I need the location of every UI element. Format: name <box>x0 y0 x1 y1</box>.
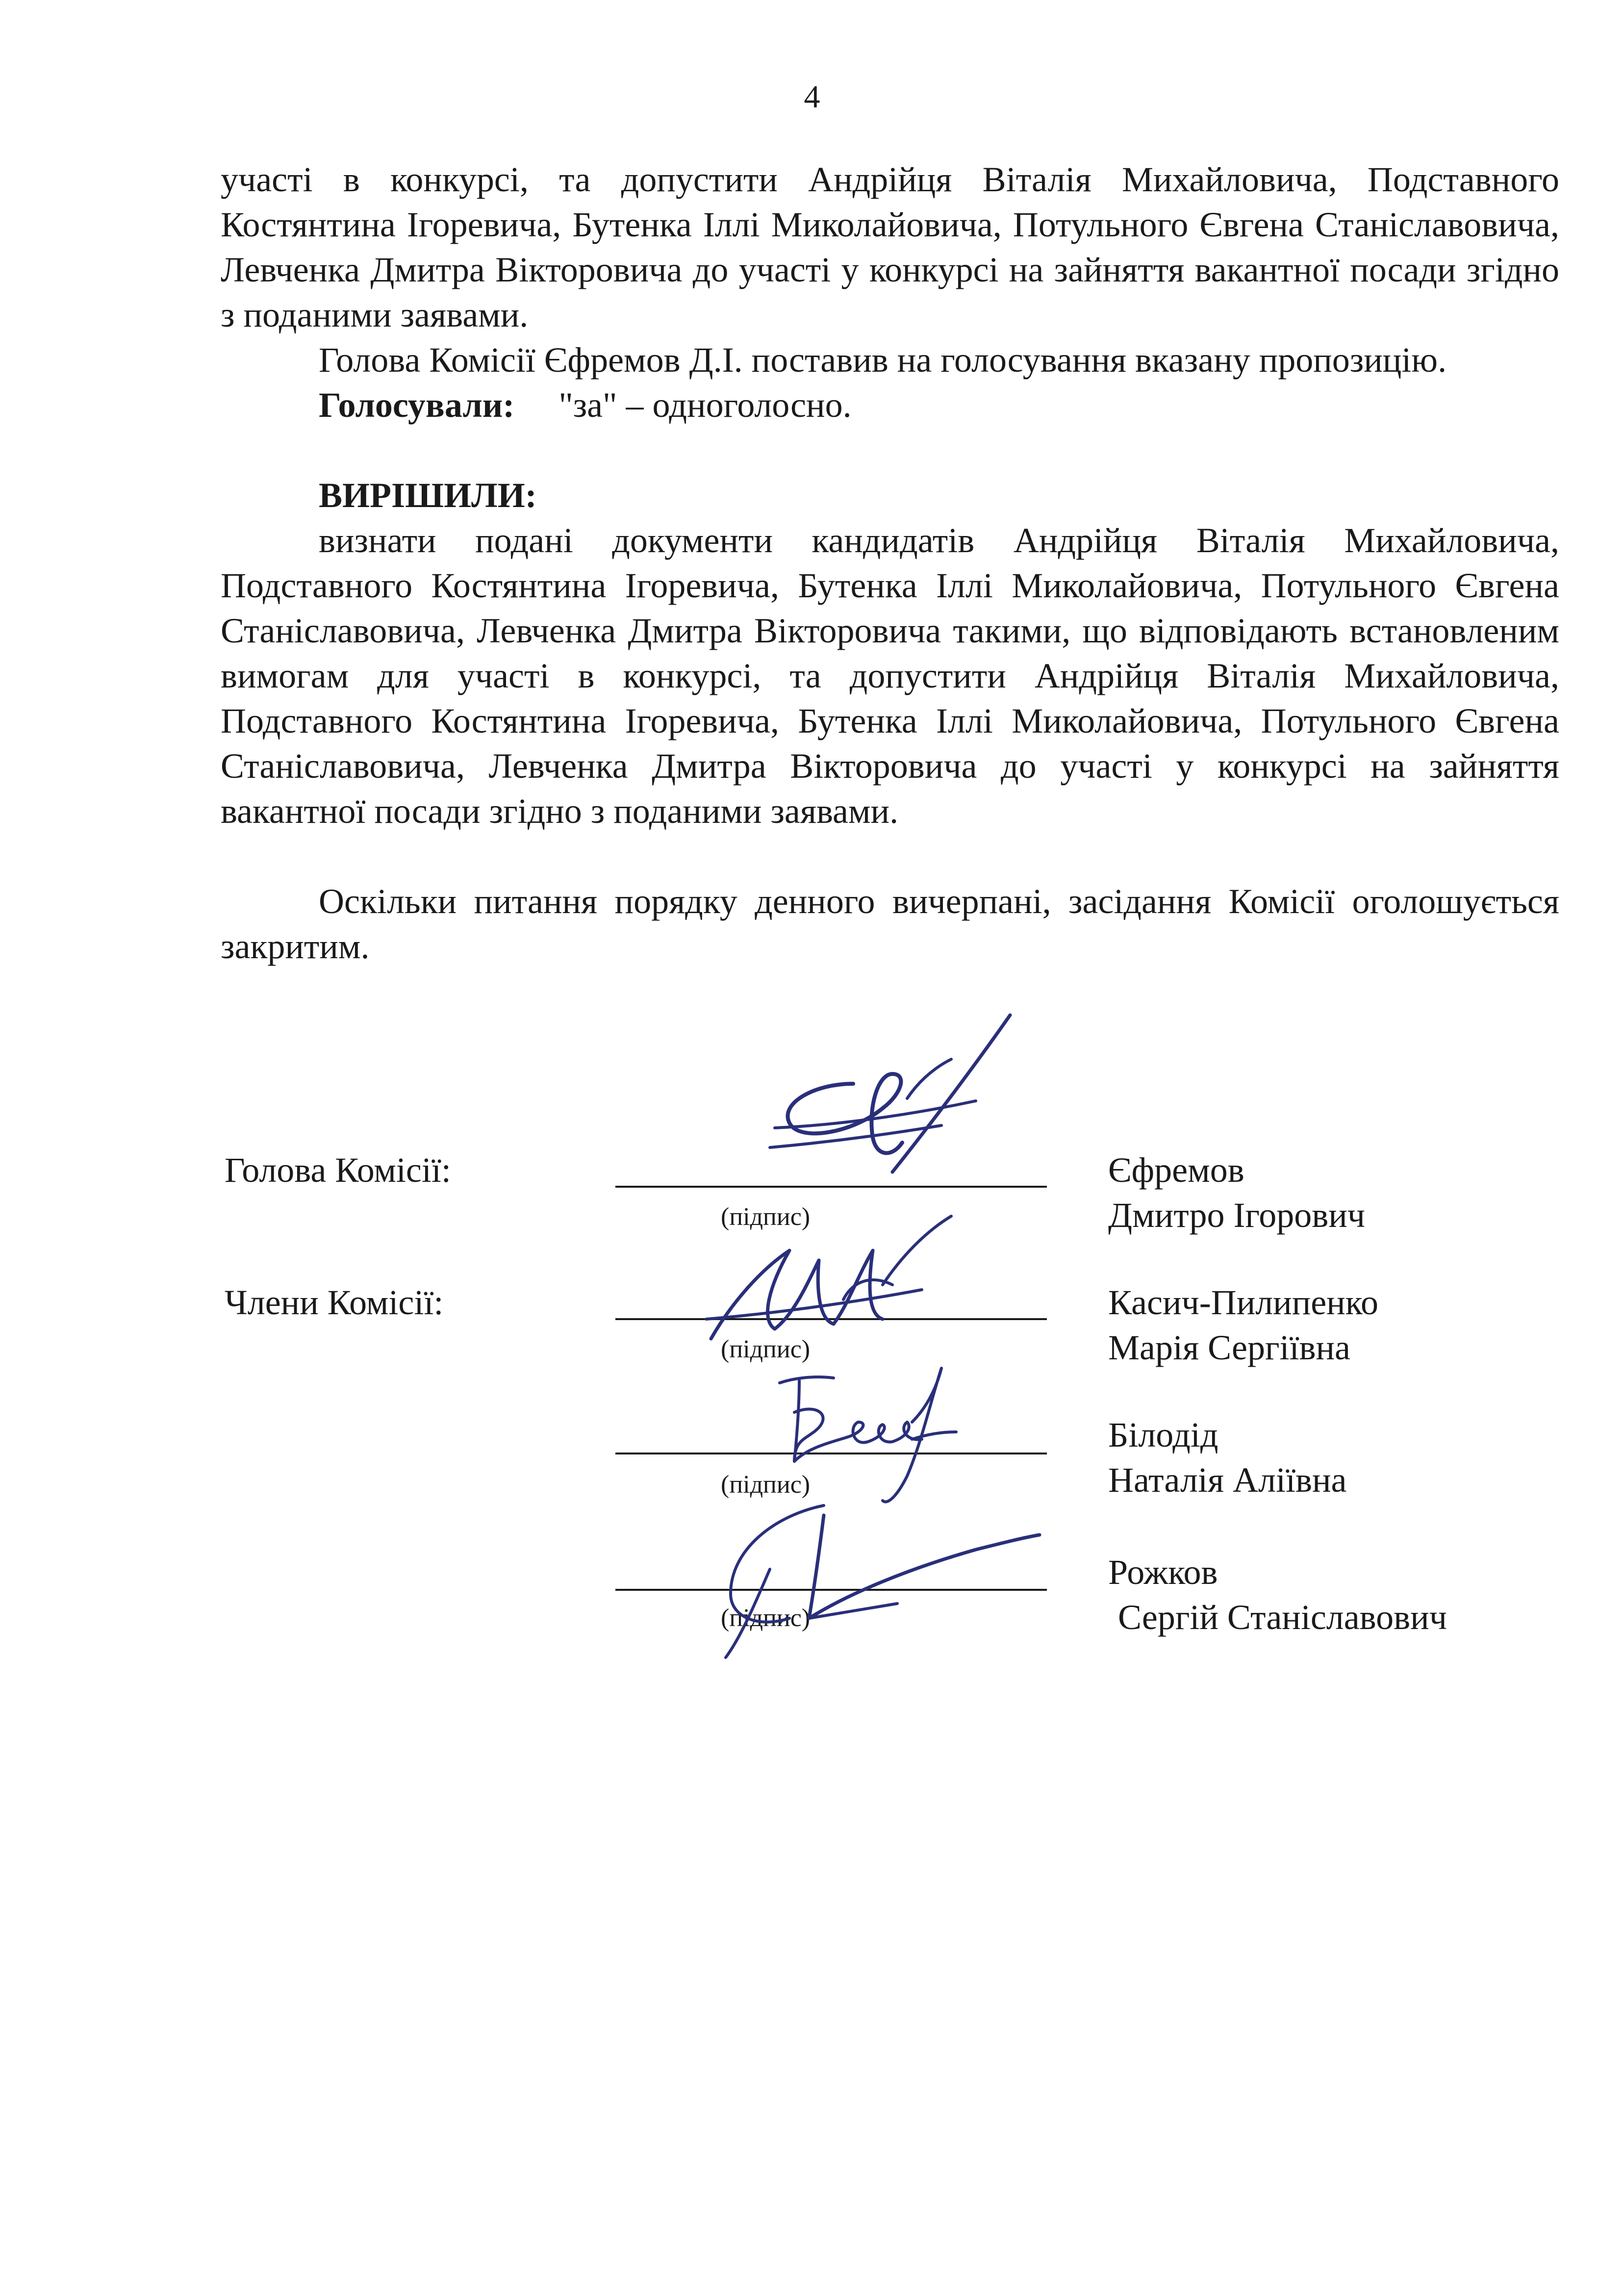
signer-surname: Рожков <box>1108 1553 1218 1592</box>
signer-surname: Білодід <box>1108 1415 1218 1454</box>
handwritten-signature-member-2 <box>765 1353 961 1515</box>
signer-given-names: Сергій Станіславович <box>1118 1598 1447 1637</box>
handwritten-signature-member-3 <box>701 1496 1044 1662</box>
handwritten-signature-chair <box>745 1010 1020 1187</box>
closing-statement: Оскільки питання порядку денного вичерпані, засідання Комісії оголошується закритим. <box>221 882 1559 966</box>
signer-name <box>1108 1550 1447 1640</box>
signature-caption: (підпис) <box>721 1604 811 1632</box>
body-text <box>221 157 1559 969</box>
signer-name <box>1108 1280 1378 1370</box>
signer-surname: Єфремов <box>1108 1150 1244 1190</box>
signature-caption: (підпис) <box>721 1203 811 1231</box>
signer-given-names: Марія Сергіївна <box>1108 1328 1350 1367</box>
paragraph-vote-proposal: Голова Комісії Єфремов Д.І. поставив на голосування вказану пропозицію. <box>319 340 1447 380</box>
signer-name <box>1108 1412 1347 1503</box>
signature-caption: (підпис) <box>721 1335 811 1363</box>
signer-given-names: Дмитро Ігорович <box>1108 1196 1366 1235</box>
members-role-label: Члени Комісії: <box>225 1283 444 1322</box>
vote-label: Голосували: <box>319 385 515 425</box>
signer-name <box>1108 1147 1365 1238</box>
vote-result <box>221 382 1559 428</box>
signature-caption: (підпис) <box>721 1471 811 1499</box>
vote-value: "за" – одноголосно. <box>558 385 852 425</box>
paragraph-continuation: участі в конкурсі, та допустити Андрійця Віталія Михайловича, Подставного Костянтина Ігоревича, Бутенка Іллі Миколайовича, Потульного Євгена Станіславовича, Левченка Дмитра Вікторовича до участі у конкурсі на зайняття вакантної посади згідно з поданими заявами. <box>221 160 1559 334</box>
page-number: 4 <box>804 79 820 115</box>
signer-surname: Касич-Пилипенко <box>1108 1283 1379 1322</box>
chair-role-label: Голова Комісії: <box>225 1150 451 1190</box>
decision-heading: ВИРІШИЛИ: <box>319 476 537 515</box>
handwritten-signature-member-1 <box>696 1206 971 1353</box>
signer-given-names: Наталія Аліївна <box>1108 1460 1347 1500</box>
decision-text: визнати подані документи кандидатів Андрійця Віталія Михайловича, Подставного Костянтина Ігоревича, Бутенка Іллі Миколайовича, Потульного Євгена Станіславовича, Левченка Дмитра Вікторовича такими, що відповідають встановленим вимогам для участі в конкурсі, та допустити Андрійця Віталія Михайловича, Подставного Костянтина Ігоревича, Бутенка Іллі Миколайовича, Потульного Євгена Станіславовича, Левченка Дмитра Вікторовича до участі у конкурсі на зайняття вакантної посади згідно з поданими заявами. <box>221 521 1559 831</box>
